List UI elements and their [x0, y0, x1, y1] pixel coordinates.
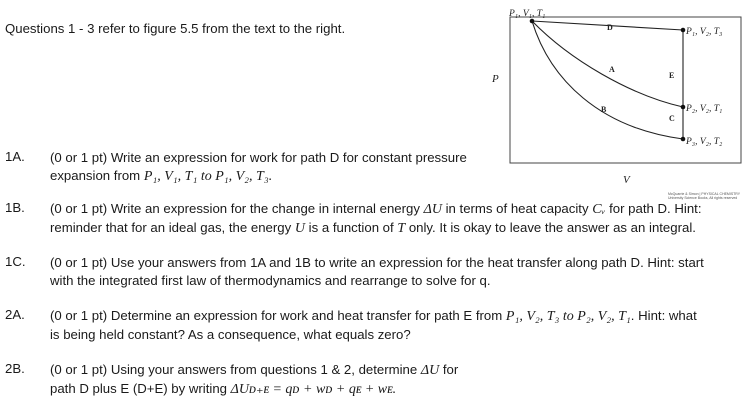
question-number: 1A. — [5, 149, 25, 164]
state-1-label: P₁, V₁, T₁ — [509, 9, 546, 19]
p-axis-label: P — [492, 73, 499, 85]
state-point-3 — [681, 105, 686, 110]
question-number: 2A. — [5, 307, 25, 322]
figure-credit: McQuarrie & Simon | PHYSICAL CHEMISTRY University Science Books, All rights reserved — [668, 192, 741, 200]
path-a-curve — [532, 21, 683, 107]
question-number: 1C. — [5, 254, 26, 269]
v-axis-label: V — [623, 174, 630, 186]
path-e-label: E — [669, 71, 675, 80]
path-a-label: A — [609, 65, 615, 74]
state-3-label: P₂, V₂, T₁ — [686, 104, 723, 114]
state-2-label: P₁, V₂, T₃ — [686, 27, 723, 37]
state-point-2 — [681, 28, 686, 33]
question-2a-text: (0 or 1 pt) Determine an expression for work and heat transfer for path E from P₁, V₂, T₃ to P₂, V₂, T₁. Hint: what is being held constant? As a consequence, what equals zero? — [50, 308, 697, 342]
path-b-curve — [532, 21, 683, 139]
path-d-label: D — [607, 23, 613, 32]
question-1a-text: (0 or 1 pt) Write an expression for work for path D for constant pressure expansion from P₁, V₁, T₁ to P₁, V₂, T₃. — [50, 150, 467, 184]
state-point-4 — [681, 137, 686, 142]
question-1c-text: (0 or 1 pt) Use your answers from 1A and 1B to write an expression for the heat transfer along path D. Hint: start with the integrated first law of thermodynamics and rearrange to solve for q. — [50, 255, 704, 288]
path-c-label: C — [669, 114, 675, 123]
question-number: 2B. — [5, 361, 25, 376]
question-1b-text: (0 or 1 pt) Write an expression for the change in internal energy ΔU in terms of heat capacity Cᵥ for path D. Hint: reminder that for an ideal gas, the energy U is a function of T only. It is okay to leave the answer as an integral. — [50, 201, 702, 236]
question-2b-text: (0 or 1 pt) Using your answers from questions 1 & 2, determine ΔU for path D plus E (D+E) by writing ΔUᴅ₊ᴇ = qᴅ + wᴅ + qᴇ + wᴇ. — [50, 362, 459, 397]
state-point-1 — [530, 19, 535, 24]
pv-diagram-figure — [480, 0, 749, 200]
question-number: 1B. — [5, 200, 25, 215]
path-b-label: B — [601, 105, 607, 114]
intro-text: Questions 1 - 3 refer to figure 5.5 from the text to the right. — [5, 21, 346, 36]
state-4-label: P₃, V₂, T₂ — [686, 137, 723, 147]
